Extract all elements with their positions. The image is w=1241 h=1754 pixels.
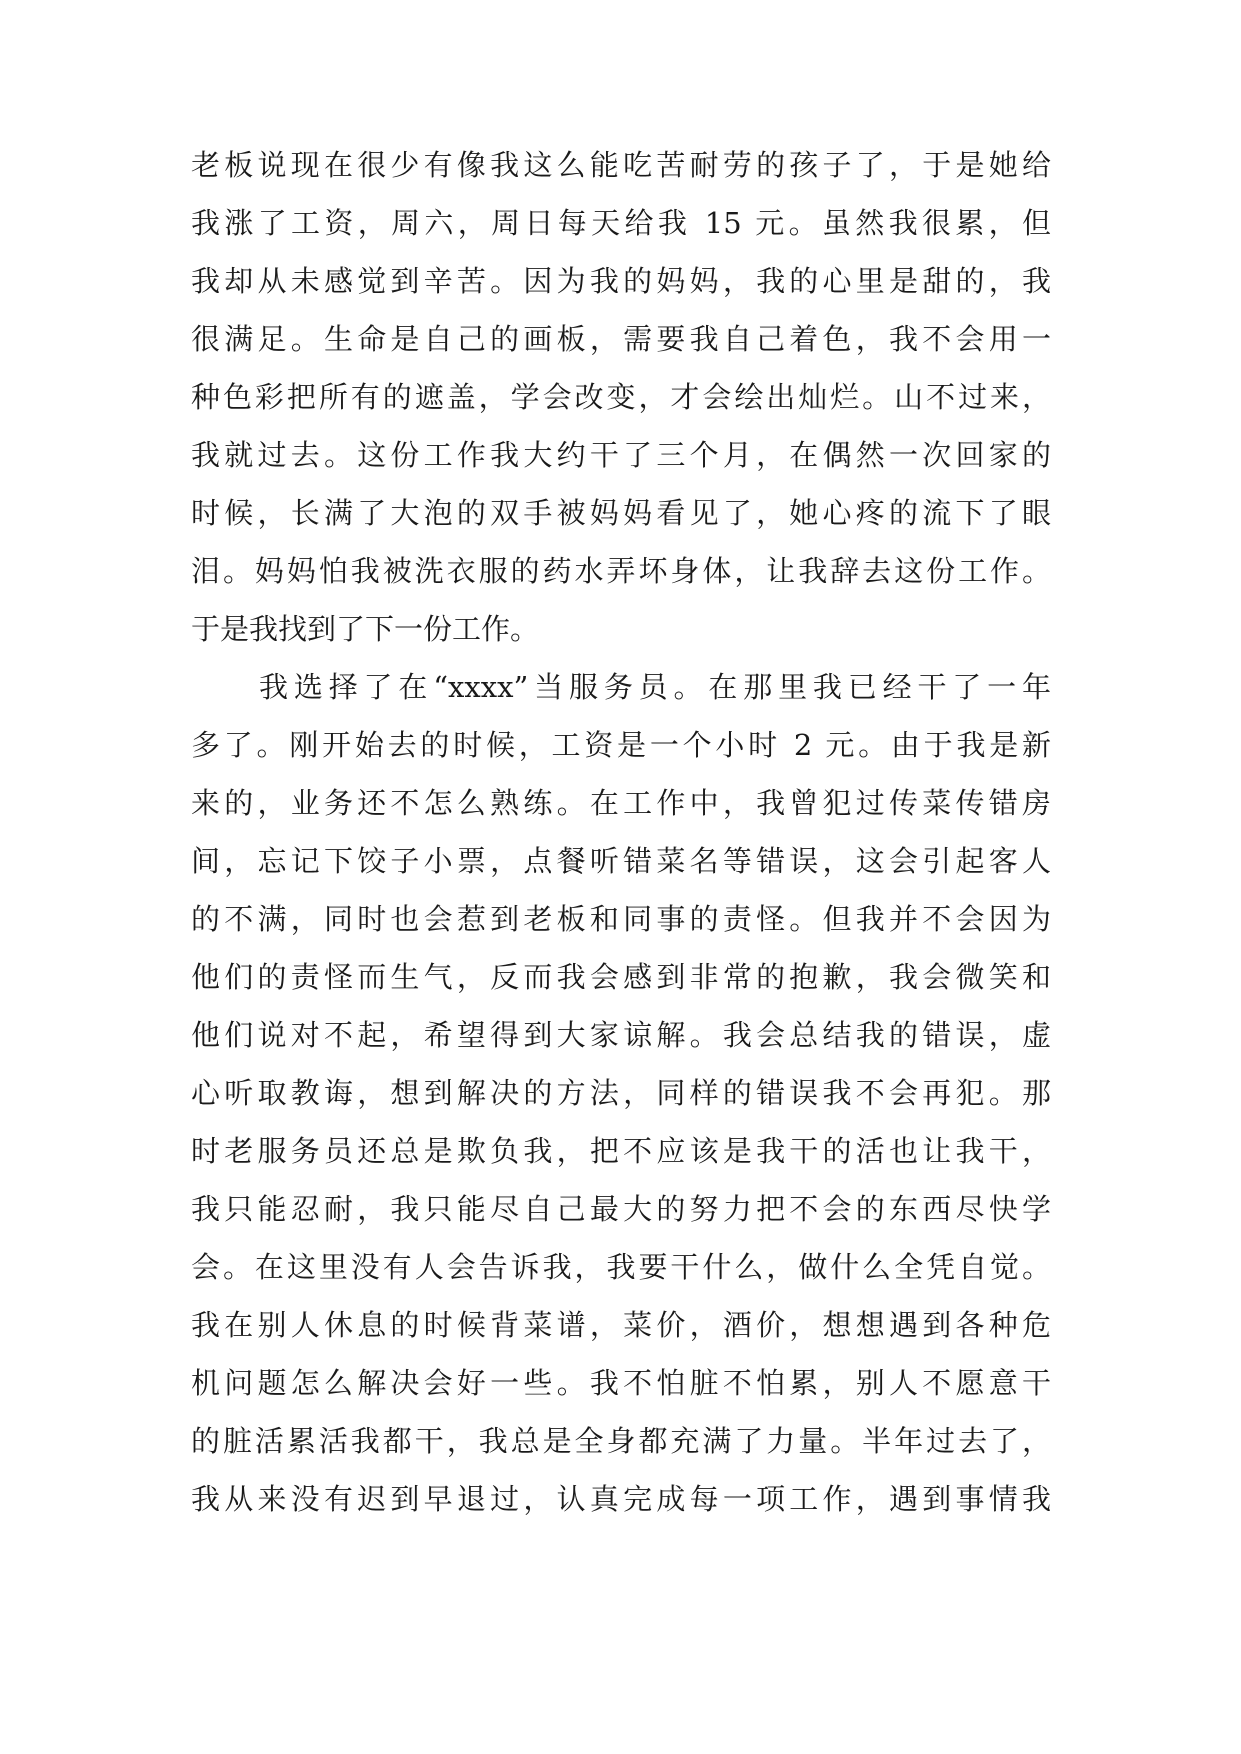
text-line: 来的，业务还不怎么熟练。在工作中，我曾犯过传菜传错房	[191, 786, 1051, 820]
text-line: 他们的责怪而生气，反而我会感到非常的抱歉，我会微笑和	[191, 960, 1051, 994]
text-line: 我只能忍耐，我只能尽自己最大的努力把不会的东西尽快学	[191, 1192, 1051, 1226]
body-text	[191, 136, 1051, 1528]
text-line: 我从来没有迟到早退过，认真完成每一项工作，遇到事情我	[191, 1482, 1051, 1516]
text-line: 我涨了工资，周六，周日每天给我 15 元。虽然我很累，但	[191, 206, 1051, 240]
text-line: 心听取教诲，想到解决的方法，同样的错误我不会再犯。那	[191, 1076, 1051, 1110]
text-line: 会。在这里没有人会告诉我，我要干什么，做什么全凭自觉。	[191, 1250, 1051, 1284]
text-line: 间，忘记下饺子小票，点餐听错菜名等错误，这会引起客人	[191, 844, 1051, 878]
text-line: 的不满，同时也会惹到老板和同事的责怪。但我并不会因为	[191, 902, 1051, 936]
text-line: 种色彩把所有的遮盖，学会改变，才会绘出灿烂。山不过来，	[191, 380, 1051, 414]
text-line: 于是我找到了下一份工作。	[191, 612, 540, 646]
paragraph-2	[191, 658, 1051, 1528]
text-line: 很满足。生命是自己的画板，需要我自己着色，我不会用一	[191, 322, 1051, 356]
text-line: 我在别人休息的时候背菜谱，菜价，酒价，想想遇到各种危	[191, 1308, 1051, 1342]
text-line: 的脏活累活我都干，我总是全身都充满了力量。半年过去了，	[191, 1424, 1051, 1458]
text-line: 老板说现在很少有像我这么能吃苦耐劳的孩子了，于是她给	[191, 148, 1051, 182]
text-line: 我就过去。这份工作我大约干了三个月，在偶然一次回家的	[191, 438, 1051, 472]
text-line: 他们说对不起，希望得到大家谅解。我会总结我的错误，虚	[191, 1018, 1051, 1052]
text-line: 我却从未感觉到辛苦。因为我的妈妈，我的心里是甜的，我	[191, 264, 1051, 298]
paragraph-1	[191, 136, 1051, 658]
text-line: 时候，长满了大泡的双手被妈妈看见了，她心疼的流下了眼	[191, 496, 1051, 530]
text-line: 多了。刚开始去的时候，工资是一个小时 2 元。由于我是新	[191, 728, 1051, 762]
text-line: 时老服务员还总是欺负我，把不应该是我干的活也让我干，	[191, 1134, 1051, 1168]
text-line: 泪。妈妈怕我被洗衣服的药水弄坏身体，让我辞去这份工作。	[191, 554, 1051, 588]
text-line: 我选择了在“xxxx”当服务员。在那里我已经干了一年	[259, 670, 1051, 704]
text-line: 机问题怎么解决会好一些。我不怕脏不怕累，别人不愿意干	[191, 1366, 1051, 1400]
